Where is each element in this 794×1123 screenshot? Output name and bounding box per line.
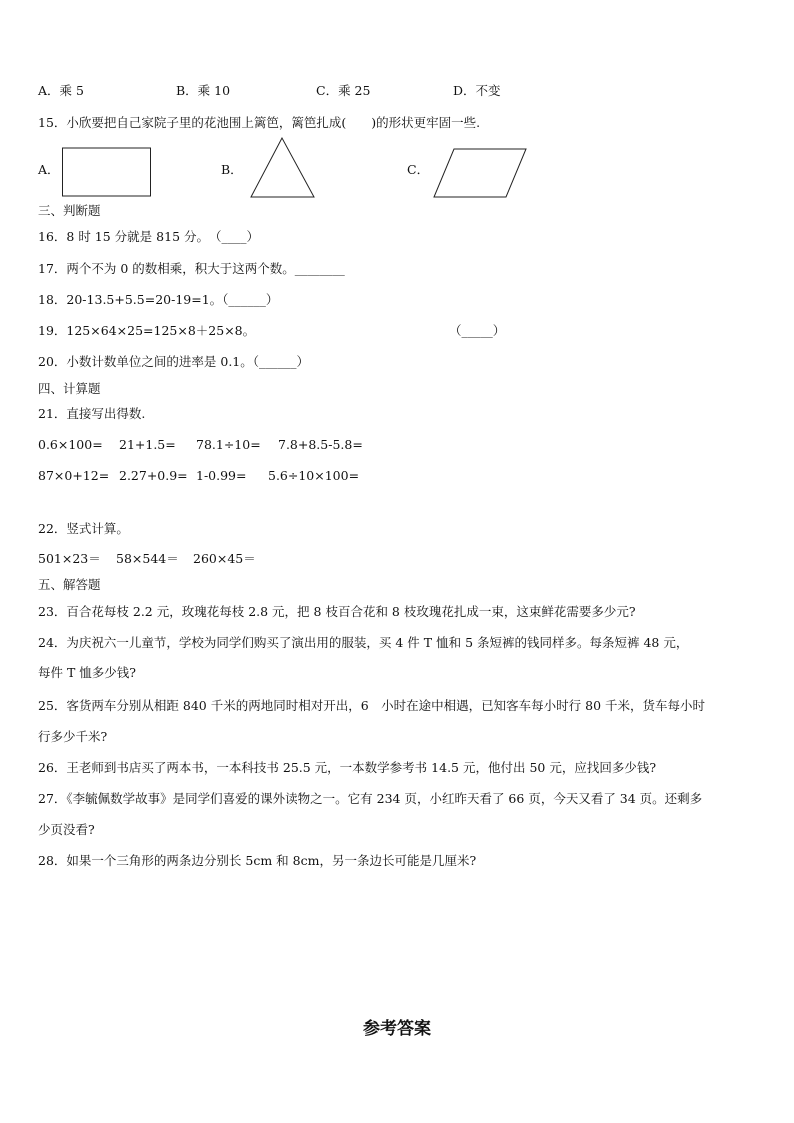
- q15-option-b: B．: [221, 162, 243, 177]
- q25-text-cont: 行多少千米?: [38, 729, 108, 744]
- q22-item: 58×544＝: [116, 551, 179, 566]
- q21-item: 78.1÷10=: [196, 437, 261, 452]
- q15-option-c: C．: [407, 162, 430, 177]
- triangle-icon: [249, 136, 317, 200]
- q15-option-a: A．: [38, 162, 60, 177]
- q26-text: 26．王老师到书店买了两本书，一本科技书 25.5 元，一本数学参考书 14.5 元，他付出 50 元，应找回多少钱?: [38, 760, 657, 775]
- parallelogram-icon: [432, 146, 528, 200]
- q21-item: 7.8+8.5-5.8=: [278, 437, 363, 452]
- q17-text: 17．两个不为 0 的数相乘，积大于这两个数。________: [38, 261, 345, 276]
- q23-text: 23．百合花每枝 2.2 元，玫瑰花每枝 2.8 元，把 8 枝百合花和 8 枝玫瑰花扎成一束，这束鲜花需要多少元?: [38, 604, 636, 619]
- q21-item: 1-0.99=: [196, 468, 247, 483]
- q27-text: 27．《李毓佩数学故事》是同学们喜爱的课外读物之一。它有 234 页，小红昨天看了 66 页，今天又看了 34 页。还剩多: [38, 791, 703, 806]
- rectangle-icon: [62, 146, 152, 198]
- q21-item: 2.27+0.9=: [119, 468, 188, 483]
- q14-option-b: B．乘 10: [176, 83, 231, 98]
- q24-text: 24．为庆祝六一儿童节，学校为同学们购买了演出用的服装，买 4 件 T 恤和 5 条短裤的钱同样多。每条短裤 48 元，: [38, 635, 689, 650]
- q20-text: 20．小数计数单位之间的进率是 0.1。（______）: [38, 354, 310, 369]
- q21-text: 21．直接写出得数.: [38, 406, 146, 421]
- q25-text: 25．客货两车分别从相距 840 千米的两地同时相对开出，6 小时在途中相遇，已知客车每小时行 80 千米，货车每小时: [38, 698, 706, 713]
- q21-item: 5.6÷10×100=: [268, 468, 360, 483]
- q18-text: 18．20-13.5+5.5=20-19=1。（______）: [38, 292, 279, 307]
- section-5-heading: 五、解答题: [38, 577, 101, 592]
- q24-text-cont: 每件 T 恤多少钱?: [38, 665, 136, 680]
- q19-text: 19．125×64×25=125×8＋25×8。: [38, 323, 256, 338]
- q28-text: 28．如果一个三角形的两条边分别长 5cm 和 8cm，另一条边长可能是几厘米?: [38, 853, 477, 868]
- answer-section-title: 参考答案: [363, 1019, 431, 1039]
- q21-item: 87×0+12=: [38, 468, 110, 483]
- q19-answer-blank: （_____）: [449, 323, 506, 338]
- q22-item: 260×45＝: [193, 551, 256, 566]
- q22-text: 22．竖式计算。: [38, 521, 129, 536]
- q16-text: 16．8 时 15 分就是 815 分。 （____）: [38, 229, 259, 244]
- q21-item: 21+1.5=: [119, 437, 176, 452]
- q14-option-a: A．乘 5: [38, 83, 84, 98]
- q21-item: 0.6×100=: [38, 437, 103, 452]
- q14-option-c: C．乘 25: [316, 83, 371, 98]
- section-4-heading: 四、计算题: [38, 381, 101, 396]
- section-3-heading: 三、判断题: [38, 203, 101, 218]
- q15-text: 15．小欣要把自己家院子里的花池围上篱笆，篱笆扎成( )的形状更牢固一些.: [38, 115, 481, 130]
- q22-item: 501×23＝: [38, 551, 101, 566]
- q14-option-d: D．不变: [453, 83, 501, 98]
- q27-text-cont: 少页没看?: [38, 822, 95, 837]
